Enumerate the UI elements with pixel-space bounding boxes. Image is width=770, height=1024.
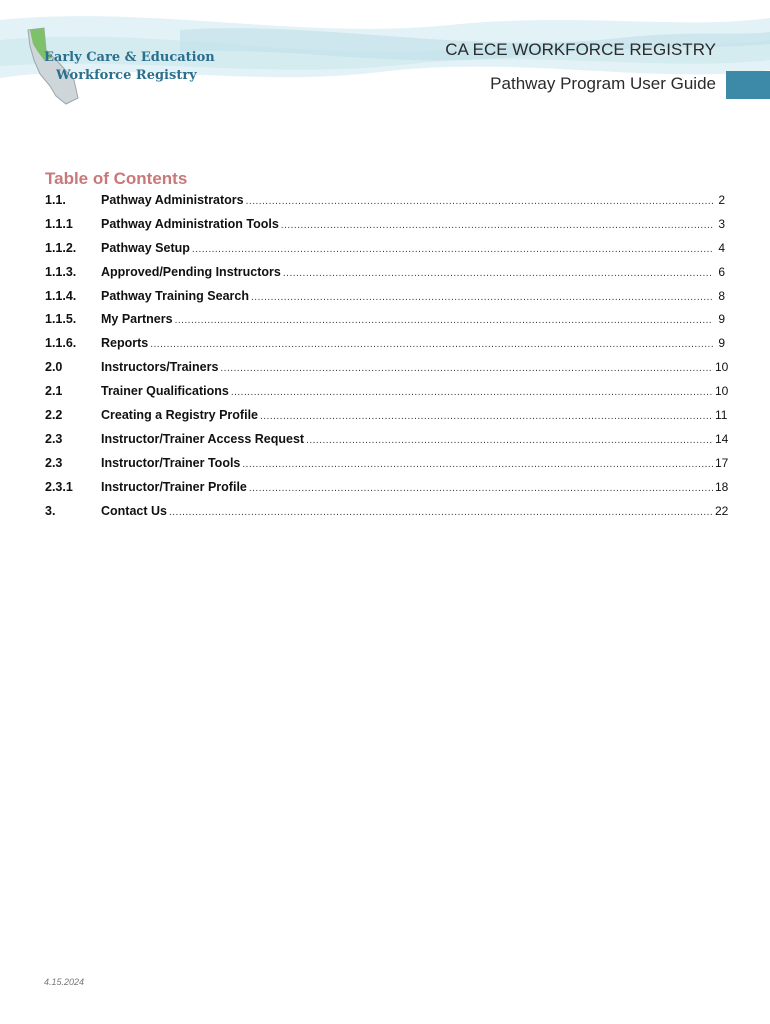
toc-entry-page[interactable]: 17 (715, 455, 729, 470)
toc-entry-label[interactable]: Reports (101, 336, 149, 351)
toc-entry-number: 1.1.5. (45, 312, 77, 327)
toc-entry-number: 2.3 (45, 455, 63, 470)
toc-entry-page[interactable]: 9 (718, 312, 725, 327)
toc-entry-label[interactable]: Pathway Training Search (101, 288, 249, 303)
toc-entry-label[interactable]: Pathway Administration Tools (101, 216, 279, 231)
table-of-contents (45, 193, 729, 527)
toc-entry[interactable] (45, 503, 729, 528)
toc-leader-dots (306, 435, 713, 446)
toc-leader-dots (220, 363, 713, 374)
toc-entry-label[interactable]: Approved/Pending Instructors (101, 264, 281, 279)
toc-entry[interactable] (45, 479, 729, 504)
toc-entry-number: 3. (45, 503, 56, 518)
toc-entry[interactable] (45, 431, 729, 456)
toc-entry-page[interactable]: 9 (718, 336, 725, 351)
toc-entry-label[interactable]: Instructors/Trainers (101, 360, 219, 375)
toc-entry-page[interactable]: 2 (718, 193, 725, 207)
toc-entry-label[interactable]: Instructor/Trainer Profile (101, 479, 247, 494)
toc-leader-dots (242, 459, 713, 470)
toc-entry-label[interactable]: My Partners (101, 312, 173, 327)
toc-entry-page[interactable]: 22 (715, 503, 729, 518)
toc-entry[interactable] (45, 455, 729, 480)
toc-entry-page[interactable]: 11 (715, 408, 728, 423)
toc-entry[interactable] (45, 217, 725, 241)
header-title: CA ECE WORKFORCE REGISTRY (445, 40, 716, 59)
toc-entry-number: 1.1.1 (45, 216, 73, 231)
header-subtitle: Pathway Program User Guide (490, 74, 716, 93)
toc-entry-page[interactable]: 4 (718, 240, 725, 255)
toc-leader-dots (169, 507, 713, 518)
toc-entry-page[interactable]: 8 (718, 288, 725, 303)
header-accent-tab (726, 71, 770, 99)
toc-entry-number: 2.0 (45, 360, 63, 375)
toc-entry-number: 2.2 (45, 408, 63, 423)
toc-entry[interactable] (45, 193, 725, 217)
toc-entry[interactable] (45, 312, 725, 336)
toc-entry-number: 1.1.2. (45, 240, 77, 255)
logo-line2: Workforce Registry (56, 68, 197, 83)
toc-leader-dots (251, 292, 713, 303)
toc-entry-page[interactable]: 14 (715, 431, 729, 446)
toc-entry-label[interactable]: Pathway Setup (101, 240, 190, 255)
toc-entry-label[interactable]: Instructor/Trainer Access Request (101, 431, 305, 446)
toc-entry-label[interactable]: Trainer Qualifications (101, 384, 229, 399)
toc-entry[interactable] (45, 408, 728, 432)
footer-date: 4.15.2024 (44, 977, 85, 987)
toc-entry-page[interactable]: 6 (718, 264, 725, 279)
toc-leader-dots (283, 268, 713, 279)
toc-entry-page[interactable]: 3 (718, 216, 725, 231)
toc-leader-dots (192, 244, 713, 255)
toc-entry[interactable] (45, 241, 725, 265)
toc-leader-dots (175, 315, 713, 326)
toc-leader-dots (246, 196, 713, 207)
toc-entry-label[interactable]: Pathway Administrators (101, 193, 244, 207)
toc-entry-number: 2.1 (45, 384, 63, 399)
toc-entry[interactable] (45, 384, 729, 408)
toc-leader-dots (249, 483, 713, 494)
toc-entry[interactable] (45, 289, 725, 313)
toc-entry-number: 1.1.6. (45, 336, 77, 351)
toc-entry-number: 1.1. (45, 193, 66, 207)
toc-entry-number: 1.1.4. (45, 288, 77, 303)
toc-entry[interactable] (45, 360, 729, 384)
toc-entry-label[interactable]: Creating a Registry Profile (101, 408, 258, 423)
toc-entry-label[interactable]: Contact Us (101, 503, 167, 518)
toc-leader-dots (150, 339, 713, 350)
toc-entry[interactable] (45, 336, 725, 360)
toc-entry-number: 1.1.3. (45, 264, 77, 279)
toc-leader-dots (231, 387, 713, 398)
toc-entry-page[interactable]: 10 (715, 384, 729, 399)
toc-entry-page[interactable]: 18 (715, 479, 729, 494)
toc-leader-dots (281, 220, 713, 231)
toc-entry-number: 2.3.1 (45, 479, 73, 494)
toc-title: Table of Contents (45, 169, 188, 188)
toc-entry-page[interactable]: 10 (715, 360, 729, 375)
logo-line1: Early Care & Education (44, 50, 215, 65)
toc-entry-number: 2.3 (45, 431, 63, 446)
toc-leader-dots (260, 411, 713, 422)
toc-entry[interactable] (45, 265, 725, 289)
page-header (0, 0, 770, 110)
toc-entry-label[interactable]: Instructor/Trainer Tools (101, 455, 241, 470)
